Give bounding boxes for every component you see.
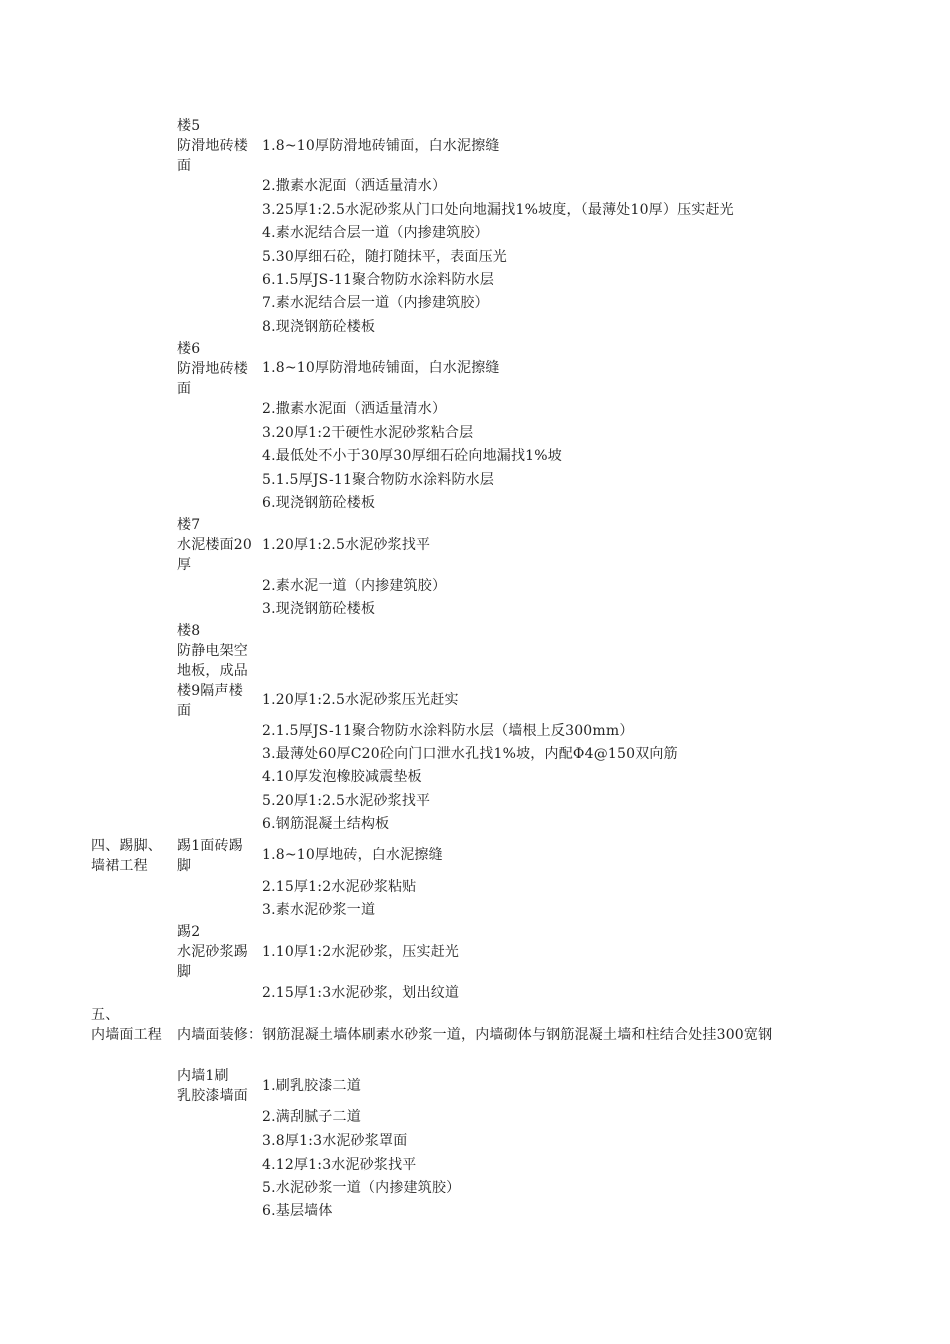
neiqiang1-step-4: 4.12厚1:3水泥砂浆找平	[262, 1157, 417, 1173]
lou6-step-2: 2.撒素水泥面（洒适量清水）	[262, 401, 447, 417]
item-name-lou7-line1: 水泥楼面20	[177, 537, 253, 553]
neiqiang1-step-6: 6.基层墙体	[262, 1203, 333, 1219]
lou9-step-2: 2.1.5厚JS-11聚合物防水涂料防水层（墙根上反300mm）	[262, 723, 634, 739]
lou6-step-4: 4.最低处不小于30厚30厚细石砼向地漏找1%坡	[262, 448, 562, 464]
item-code-lou6: 楼6	[177, 341, 201, 357]
lou9-step-1: 1.20厚1:2.5水泥砂浆压光赶实	[262, 692, 459, 708]
neiqiang-note: 内墙面装修：钢筋混凝土墙体刷素水砂浆一道，内墙砌体与钢筋混凝土墙和柱结合处挂300宽钢	[177, 1027, 773, 1043]
item-code-lou8: 楼8	[177, 623, 201, 639]
item-name-lou6-line1: 防滑地砖楼	[177, 361, 248, 377]
item-code-lou7: 楼7	[177, 517, 201, 533]
lou5-step-6: 6.1.5厚JS-11聚合物防水涂料防水层	[262, 272, 495, 288]
lou6-step-5: 5.1.5厚JS-11聚合物防水涂料防水层	[262, 472, 495, 488]
item-name-lou6-line2: 面	[177, 381, 192, 397]
item-name-lou9-line2: 面	[177, 703, 192, 719]
lou5-step-3: 3.25厚1:2.5水泥砂浆从门口处向地漏找1%坡度，（最薄处10厚）压实赶光	[262, 202, 734, 218]
lou5-step-8: 8.现浇钢筋砼楼板	[262, 319, 376, 335]
item-name-lou5-line1: 防滑地砖楼	[177, 138, 248, 154]
ti1-step-3: 3.素水泥砂浆一道	[262, 902, 376, 918]
neiqiang1-step-2: 2.满刮腻子二道	[262, 1109, 361, 1125]
ti1-step-1: 1.8~10厚地砖，白水泥擦缝	[262, 847, 443, 863]
lou5-step-5: 5.30厚细石砼，随打随抹平，表面压光	[262, 249, 507, 265]
lou5-step-4: 4.素水泥结合层一道（内掺建筑胶）	[262, 225, 489, 241]
section-5-title-line2: 内墙面工程	[91, 1027, 162, 1043]
neiqiang1-step-1: 1.刷乳胶漆二道	[262, 1078, 361, 1094]
item-name-lou8-line1: 防静电架空	[177, 643, 248, 659]
ti2-step-1: 1.10厚1:2水泥砂浆，压实赶光	[262, 944, 460, 960]
ti1-step-2: 2.15厚1:2水泥砂浆粘贴	[262, 879, 417, 895]
lou5-step-2: 2.撒素水泥面（洒适量清水）	[262, 178, 447, 194]
lou6-step-6: 6.现浇钢筋砼楼板	[262, 495, 376, 511]
lou6-step-1: 1.8~10厚防滑地砖铺面，白水泥擦缝	[262, 360, 500, 376]
item-name-lou9-line1: 楼9隔声楼	[177, 683, 243, 699]
item-code-lou5: 楼5	[177, 118, 201, 134]
ti2-step-2: 2.15厚1:3水泥砂浆，划出纹道	[262, 985, 460, 1001]
lou9-step-6: 6.钢筋混凝土结构板	[262, 816, 390, 832]
section-4-title-line2: 墙裙工程	[91, 858, 148, 874]
item-name-ti1-line1: 踢1面砖踢	[177, 838, 243, 854]
item-name-lou5-line2: 面	[177, 158, 192, 174]
neiqiang1-step-3: 3.8厚1:3水泥砂浆罩面	[262, 1133, 408, 1149]
lou5-step-1: 1.8~10厚防滑地砖铺面，白水泥擦缝	[262, 138, 500, 154]
item-code-ti2: 踢2	[177, 924, 201, 940]
item-name-lou8-line2: 地板，成品	[177, 663, 248, 679]
lou9-step-5: 5.20厚1:2.5水泥砂浆找平	[262, 793, 431, 809]
lou7-step-1: 1.20厚1:2.5水泥砂浆找平	[262, 537, 431, 553]
neiqiang1-step-5: 5.水泥砂浆一道（内掺建筑胶）	[262, 1180, 461, 1196]
item-name-neiqiang1-line2: 乳胶漆墙面	[177, 1088, 248, 1104]
item-name-ti2-line2: 脚	[177, 964, 192, 980]
section-5-title-line1: 五、	[91, 1007, 120, 1023]
section-4-title-line1: 四、踢脚、	[91, 838, 162, 854]
lou9-step-3: 3.最薄处60厚C20砼向门口泄水孔找1%坡，内配Φ4@150双向筋	[262, 746, 678, 762]
item-name-ti1-line2: 脚	[177, 858, 192, 874]
lou9-step-4: 4.10厚发泡橡胶减震垫板	[262, 769, 422, 785]
item-name-ti2-line1: 水泥砂浆踢	[177, 944, 248, 960]
lou6-step-3: 3.20厚1:2干硬性水泥砂浆粘合层	[262, 425, 474, 441]
lou7-step-3: 3.现浇钢筋砼楼板	[262, 601, 376, 617]
lou5-step-7: 7.素水泥结合层一道（内掺建筑胶）	[262, 295, 489, 311]
item-name-lou7-line2: 厚	[177, 557, 192, 573]
lou7-step-2: 2.素水泥一道（内掺建筑胶）	[262, 578, 447, 594]
item-name-neiqiang1-line1: 内墙1刷	[177, 1068, 229, 1084]
